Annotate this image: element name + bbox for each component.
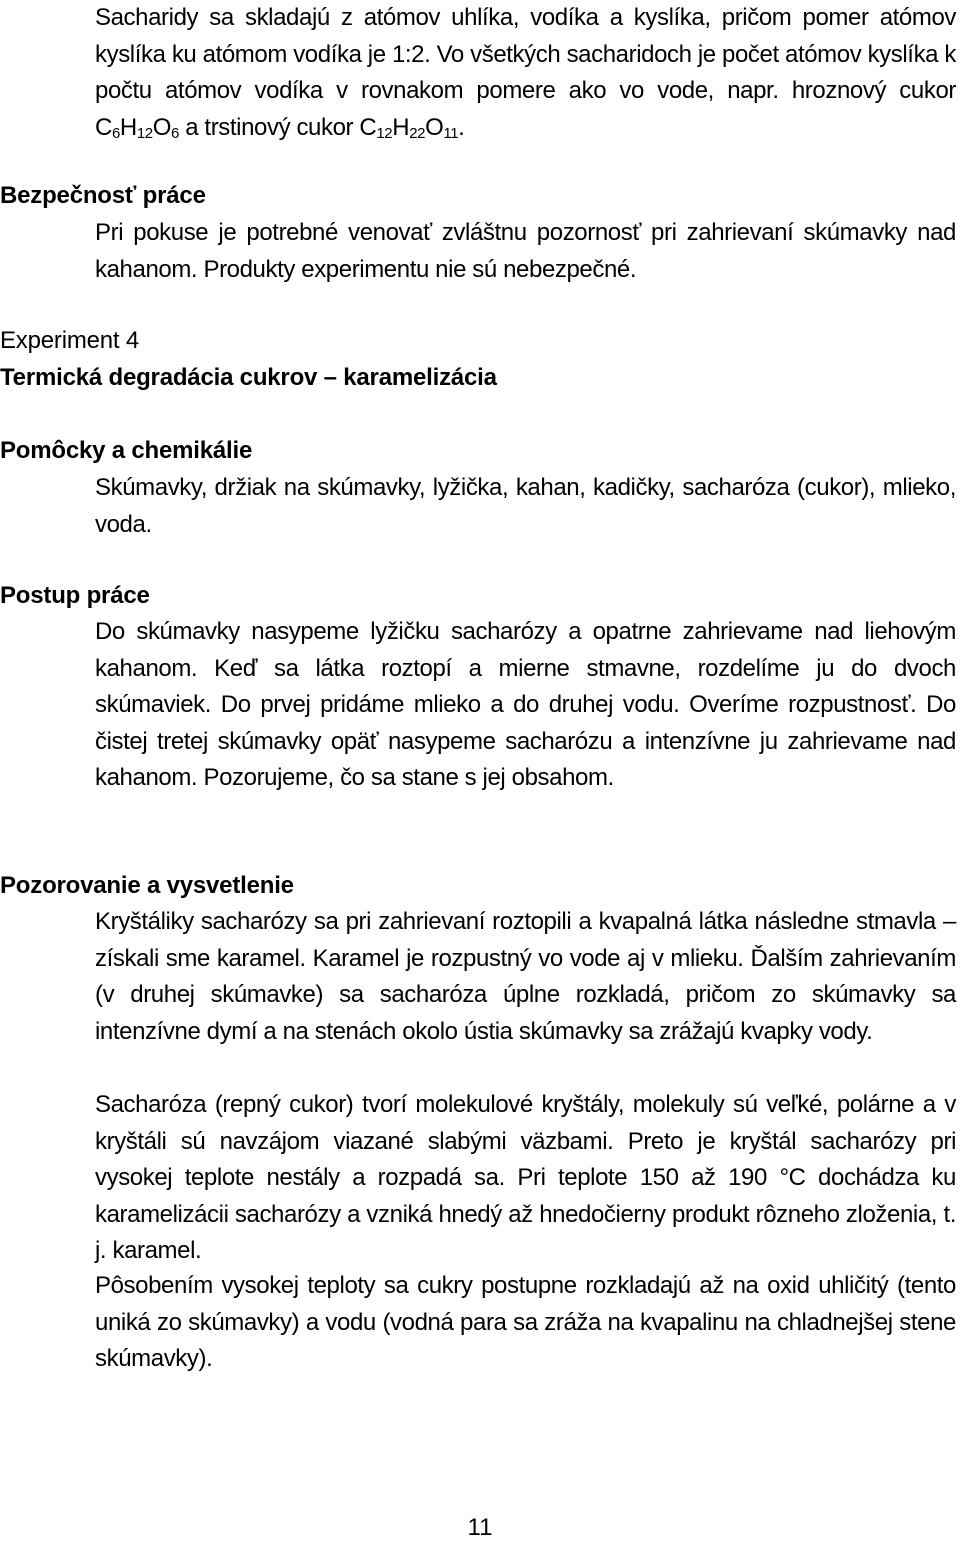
page-number: 11 [467,1514,493,1541]
procedure-paragraph: Do skúmavky nasypeme lyžičku sacharózy a opatrne zahrievame nad liehovým kahanom. Keď sa látka roztopí a mierne stmavne, rozdelíme ju do dvoch skúmaviek. Do prvej pridáme mlieko a do druhej vodu. Overíme rozpustnosť. Do čistej tretej skúmavky opäť nasypeme sacharózu a intenzívne ju zahrievame nad kahanom. Pozorujeme, čo sa stane s jej obsahom. [95,618,956,791]
sucrose-h: H [392,113,410,141]
sucrose-o: O [425,113,444,141]
tools-heading: Pomôcky a chemikálie [0,437,253,464]
sucrose-formula [359,114,458,141]
intro-text-start: Sacharidy sa skladajú z atómov uhlíka, vodíka a kyslíka, pričom pomer atómov kyslíka ku atómom vodíka je 1:2. Vo všetkých sacharidoch je počet atómov kyslíka k počtu atómov vodíka v rovnakom pomere ako vo vode, napr. hroznový cukor [95,4,956,104]
experiment-label: Experiment 4 [0,327,139,354]
observation-paragraph-3: Pôsobením vysokej teploty sa cukry postupne rozkladajú až na oxid uhličitý (tento uniká zo skúmavky) a vodu (vodná para sa zráža na kvapalinu na chladnejšej stene skúmavky). [95,1272,956,1372]
glucose-o: O [152,113,171,141]
safety-heading: Bezpečnosť práce [0,182,206,209]
intro-text-mid: a trstinový cukor [178,113,360,141]
experiment-title: Termická degradácia cukrov – karamelizácia [0,364,497,391]
glucose-h: H [119,113,137,141]
procedure-heading: Postup práce [0,582,150,609]
sucrose-c: C [359,113,377,141]
observation-paragraph-1: Kryštáliky sacharózy sa pri zahrievaní roztopili a kvapalná látka následne stmavla – získali sme karamel. Karamel je rozpustný vo vode aj v mlieku. Ďalším zahrievaním (v druhej skúmavke) sa sacharóza úplne rozkladá, pričom zo skúmavky sa intenzívne dymí a na stenách okolo ústia skúmavky sa zrážajú kvapky vody. [95,908,956,1045]
glucose-formula [95,114,179,141]
glucose-c-count: 6 [111,124,120,142]
safety-paragraph: Pri pokuse je potrebné venovať zvláštnu pozornosť pri zahrievaní skúmavky nad kahanom. Produkty experimentu nie sú nebezpečné. [95,219,956,283]
tools-paragraph: Skúmavky, držiak na skúmavky, lyžička, kahan, kadičky, sacharóza (cukor), mlieko, voda. [95,474,956,538]
intro-text-end: . [458,113,465,141]
observation-heading: Pozorovanie a vysvetlenie [0,872,294,899]
sucrose-h-count: 22 [409,124,426,142]
glucose-o-count: 6 [171,124,179,142]
glucose-c: C [95,113,112,141]
sucrose-o-count: 11 [443,124,459,142]
glucose-h-count: 12 [136,124,153,142]
sucrose-c-count: 12 [376,124,393,142]
observation-paragraph-2: Sacharóza (repný cukor) tvorí molekulové kryštály, molekuly sú veľké, polárne a v kryštáli sú navzájom viazané slabými väzbami. Preto je kryštál sacharózy pri vysokej teplote nestály a rozpadá sa. Pri teplote 150 až 190 °C dochádza ku karamelizácii sacharózy a vzniká hnedý až hnedočierny produkt rôzneho zloženia, t. j. karamel. [95,1091,956,1264]
intro-paragraph [95,0,956,146]
